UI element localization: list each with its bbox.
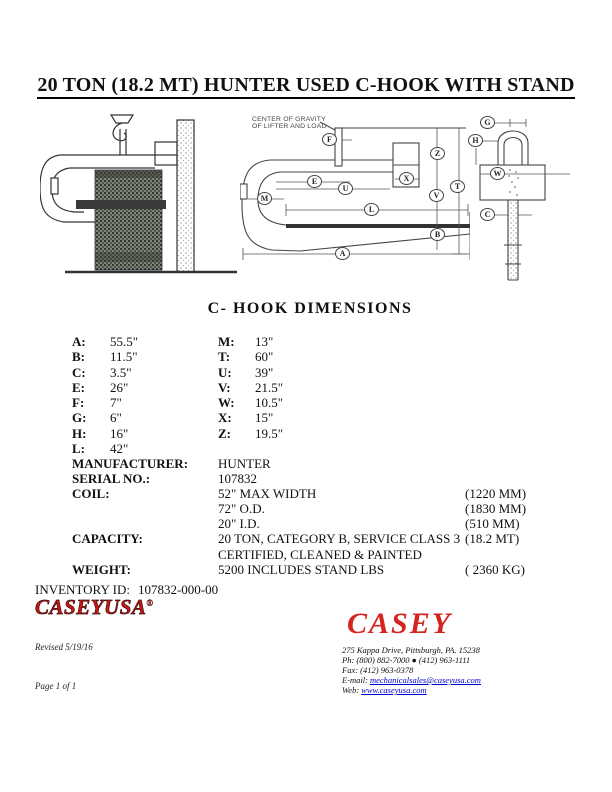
revised-date: Revised 5/19/16 [35,642,93,652]
dim-row-x [218,410,283,425]
dim-row-g [72,410,138,425]
dim-label: W: [218,395,235,411]
dim-callout-v: V [429,189,444,202]
dim-callout-a: A [335,247,350,260]
registered-mark: ® [146,598,154,608]
email-line [342,675,481,685]
dim-row-v [218,380,283,395]
lifting-bail [498,131,528,168]
spec-row-coil-2 [72,501,526,516]
page-title [0,74,612,97]
spec-metric: (18.2 MT) [465,531,520,547]
dim-label: F: [72,395,85,411]
dim-label: T: [218,349,231,365]
dim-row-m [218,334,283,349]
dim-row-f [72,395,138,410]
spec-label: SERIAL NO.: [72,471,151,487]
dim-value: 26" [110,379,129,395]
web-label: Web: [342,685,360,695]
dim-callout-b: B [430,228,445,241]
spec-value: 72" O.D. [218,501,265,517]
dim-label: A: [72,334,86,349]
hook-lower-arm [76,200,166,209]
dim-value: 21.5" [255,379,284,395]
spec-metric: (1220 MM) [465,486,527,502]
specs-block [72,456,526,577]
spec-value: 20" I.D. [218,516,260,532]
dim-label: H: [72,425,87,441]
dim-value: 19.5" [255,425,284,441]
dim-row-z [218,426,283,441]
inventory-label: INVENTORY ID: [35,582,130,597]
spec-row-manufacturer [72,456,526,471]
dimensions-column-1 [72,334,138,456]
dim-value: 7" [110,395,122,411]
contact-block [342,645,481,695]
dim-label: L: [72,441,85,457]
dim-value: 15" [255,410,274,426]
dim-value: 55.5" [110,334,139,349]
address-line: 275 Kappa Drive, Pittsburgh, PA. 15238 [342,645,480,655]
email-label: E-mail: [342,675,368,685]
spec-value: HUNTER [218,456,271,471]
caseyusa-logo-text: CASEYUSA [35,595,147,619]
dim-row-u [218,365,283,380]
center-of-gravity-note [252,116,327,131]
dim-callout-t: T [450,180,465,193]
inventory-value: 107832-000-00 [137,582,219,597]
center-of-gravity-plate [335,128,342,166]
dim-callout-c: C [480,208,495,221]
dim-value: 13" [255,334,274,349]
dim-callout-x: X [399,172,414,185]
web-link[interactable]: www.caseyusa.com [361,685,427,695]
casey-logo: CASEY [347,607,453,640]
dim-row-c [72,365,138,380]
dim-value: 3.5" [110,364,132,380]
spec-value: 20 TON, CATEGORY B, SERVICE CLASS 3 [218,531,461,547]
caseyusa-logo [35,595,154,620]
spec-value: 107832 [218,471,257,487]
dim-label: Z: [218,425,231,441]
dim-row-b [72,349,138,364]
dim-callout-l: L [364,203,379,216]
spec-value: 5200 INCLUDES STAND LBS [218,561,385,577]
spec-row-capacity-2 [72,547,526,562]
dim-label: G: [72,410,87,426]
dim-callout-e: E [307,175,322,188]
page-title-text: 20 TON (18.2 MT) HUNTER USED C-HOOK WITH STAND [37,74,574,99]
dim-callout-h: H [468,134,483,147]
spec-metric: ( 2360 KG) [465,561,525,577]
dim-value: 16" [110,425,129,441]
stand-column [177,120,194,272]
side-elevation-with-stand-drawing [40,112,240,287]
phone-line: Ph: (800) 882-7000 ● (412) 963-1111 [342,655,471,665]
dim-callout-z: Z [430,147,445,160]
cog-note-line1: CENTER OF GRAVITY [252,116,326,123]
dim-callout-g: G [480,116,495,129]
dim-callout-w: W [490,167,505,180]
dim-label: E: [72,379,85,395]
spec-metric: (1830 MM) [465,501,527,517]
spec-row-capacity-1 [72,531,526,546]
fax-line: Fax: (412) 963-0378 [342,665,414,675]
spec-row-serial [72,471,526,486]
page-number: Page 1 of 1 [35,681,77,691]
dim-value: 11.5" [110,349,138,365]
dim-callout-m: M [257,192,272,205]
spec-label: WEIGHT: [72,561,131,577]
dim-row-h [72,426,138,441]
crane-hook-icon [111,115,133,155]
side-view-dimension-drawing [240,112,470,292]
dim-value: 60" [255,349,274,365]
spec-metric: (510 MM) [465,516,520,532]
dimensions-column-2 [218,334,283,441]
spec-row-weight [72,562,526,577]
dim-row-w [218,395,283,410]
dim-row-e [72,380,138,395]
section-heading: C- HOOK DIMENSIONS [207,300,413,317]
dim-row-a [72,334,138,349]
dim-callout-u: U [338,182,353,195]
web-line [342,685,481,695]
email-link[interactable]: mechanicalsales@caseyusa.com [369,675,481,685]
dim-row-l [72,441,138,456]
dim-label: X: [218,410,232,426]
dim-label: U: [218,364,232,380]
dim-label: B: [72,349,85,365]
dim-value: 6" [110,410,122,426]
dim-label: V: [218,379,231,395]
spec-label: MANUFACTURER: [72,456,189,471]
dim-row-t [218,349,283,364]
spec-value: CERTIFIED, CLEANED & PAINTED [218,546,422,562]
spec-label: CAPACITY: [72,531,143,547]
spec-value: 52" MAX WIDTH [218,486,317,502]
cog-note-line2: OF LIFTER AND LOAD [252,123,327,131]
dim-callout-f: F [322,133,337,146]
dim-label: C: [72,364,86,380]
dim-value: 39" [255,364,274,380]
dim-value: 10.5" [255,395,284,411]
dim-label: M: [218,334,235,349]
spec-row-coil-1 [72,486,526,501]
spec-row-coil-3 [72,516,526,531]
spec-label: COIL: [72,486,110,502]
dim-value: 42" [110,441,129,457]
